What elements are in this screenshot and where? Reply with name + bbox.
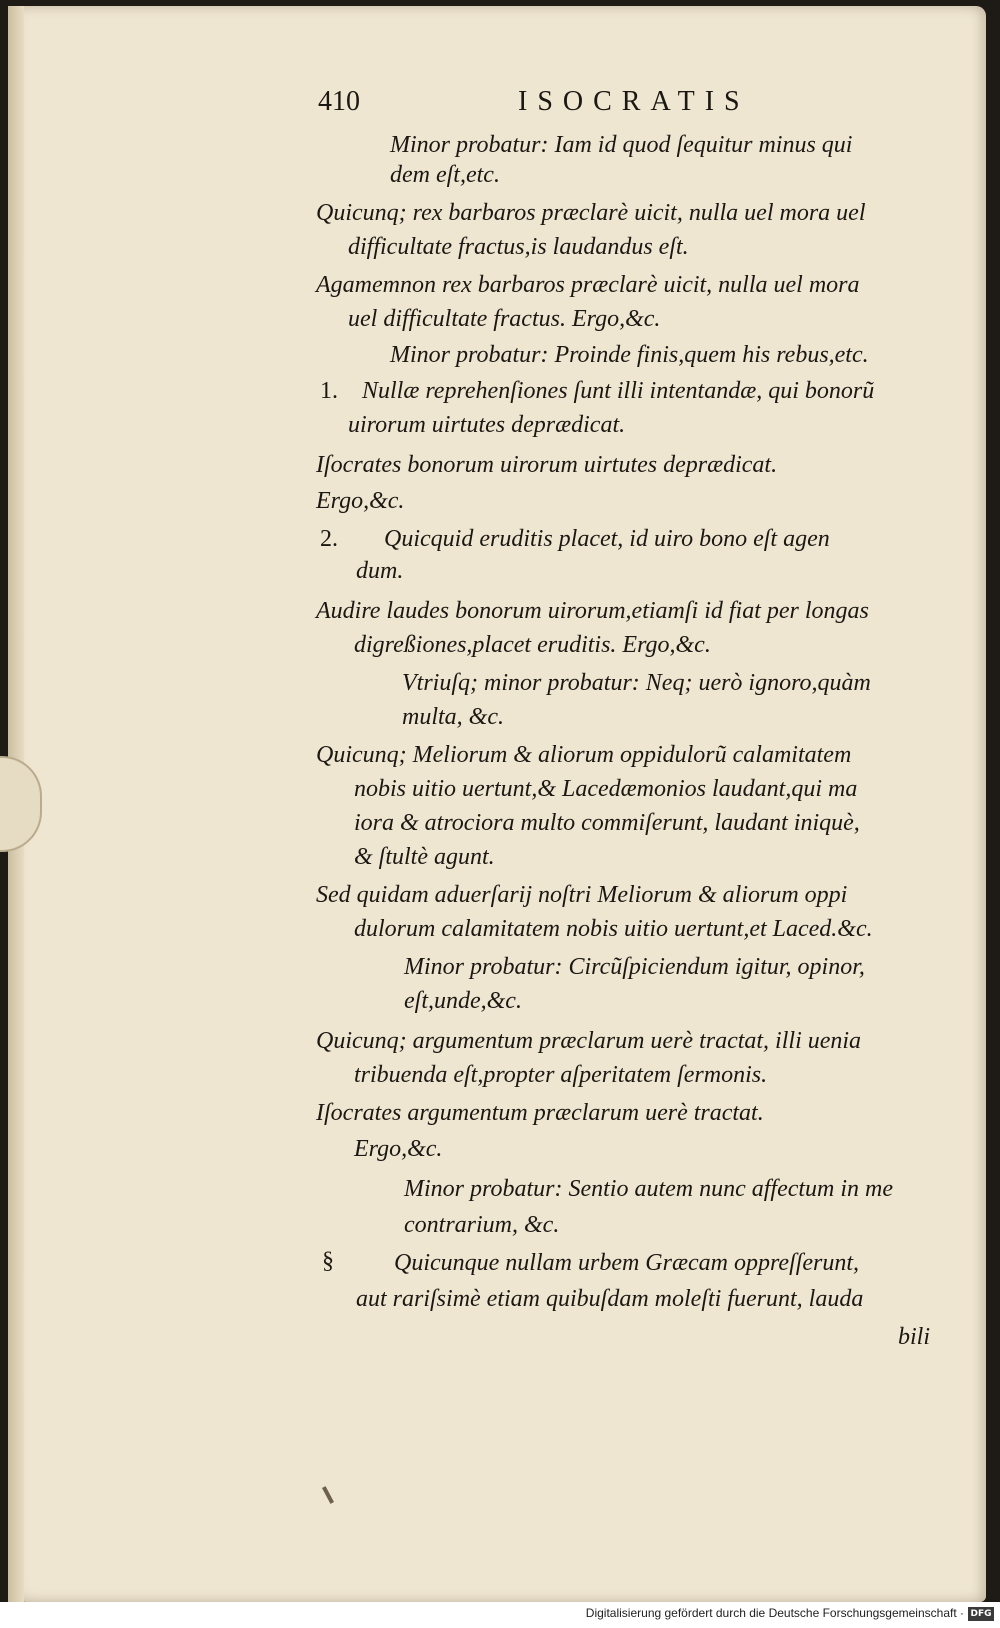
text-line: dum. (356, 558, 404, 584)
text-line: Quicunq; rex barbaros præclarè uicit, nulla uel mora uel (316, 200, 866, 226)
text-line: eſt,unde,&c. (404, 988, 522, 1014)
text-line: aut rariſsimè etiam quibuſdam moleſti fuerunt, lauda (356, 1286, 864, 1312)
text-line: Vtriuſq; minor probatur: Neq; uerò ignoro,quàm (402, 670, 871, 696)
text-line: Iſocrates argumentum præclarum uerè tractat. (316, 1100, 764, 1126)
text-line: digreßiones,placet eruditis. Ergo,&c. (354, 632, 711, 658)
text-line: Quicquid eruditis placet, id uiro bono eſt agen (384, 526, 830, 552)
text-line: Ergo,&c. (316, 488, 405, 514)
dfg-logo-icon: DFG (968, 1607, 994, 1621)
text-line: uel difficultate fractus. Ergo,&c. (348, 306, 661, 332)
text-line: Iſocrates bonorum uirorum uirtutes deprædicat. (316, 452, 778, 478)
text-line: Nullæ reprehenſiones ſunt illi intentandæ, qui bonorũ (362, 378, 875, 404)
page-header (318, 86, 958, 126)
text-line: Minor probatur: Proinde finis,quem his rebus,etc. (390, 342, 869, 368)
digitization-footer (0, 1602, 1000, 1628)
text-line: Agamemnon rex barbaros præclarè uicit, nulla uel mora (316, 272, 860, 298)
text-line: nobis uitio uertunt,& Lacedæmonios laudant,qui ma (354, 776, 858, 802)
item-number: 1. (320, 378, 338, 404)
text-line: iora & atrociora multo commiſerunt, laudant iniquè, (354, 810, 860, 836)
running-title: ISOCRATIS (518, 86, 750, 117)
marginal-mark: § (322, 1248, 334, 1274)
text-line: Minor probatur: Iam id quod ſequitur minus qui (390, 132, 853, 158)
text-line: & ſtultè agunt. (354, 844, 495, 870)
text-line: multa, &c. (402, 704, 504, 730)
text-line: dulorum calamitatem nobis uitio uertunt,et Laced.&c. (354, 916, 873, 942)
text-line: difficultate fractus,is laudandus eſt. (348, 234, 689, 260)
text-line: dem eſt,etc. (390, 162, 500, 188)
text-line: bili (898, 1324, 931, 1350)
page-number: 410 (318, 86, 360, 117)
text-line: Minor probatur: Circũſpiciendum igitur, opinor, (404, 954, 865, 980)
text-line: Quicunq; Meliorum & aliorum oppidulorũ calamitatem (316, 742, 852, 768)
text-line: Ergo,&c. (354, 1136, 443, 1162)
text-line: Quicunque nullam urbem Græcam oppreſſerunt, (394, 1250, 860, 1276)
text-line: tribuenda eſt,propter aſperitatem ſermonis. (354, 1062, 768, 1088)
text-line: contrarium, &c. (404, 1212, 560, 1238)
item-number: 2. (320, 526, 338, 552)
footer-credit: Digitalisierung gefördert durch die Deutsche Forschungsgemeinschaft · (585, 1606, 964, 1620)
text-line: Audire laudes bonorum uirorum,etiamſi id fiat per longas (316, 598, 869, 624)
text-line: uirorum uirtutes deprædicat. (348, 412, 626, 438)
text-line: Quicunq; argumentum præclarum uerè tractat, illi uenia (316, 1028, 862, 1054)
text-line: Minor probatur: Sentio autem nunc affectum in me (404, 1176, 894, 1202)
text-line: Sed quidam aduerſarij noſtri Meliorum & aliorum oppi (316, 882, 848, 908)
